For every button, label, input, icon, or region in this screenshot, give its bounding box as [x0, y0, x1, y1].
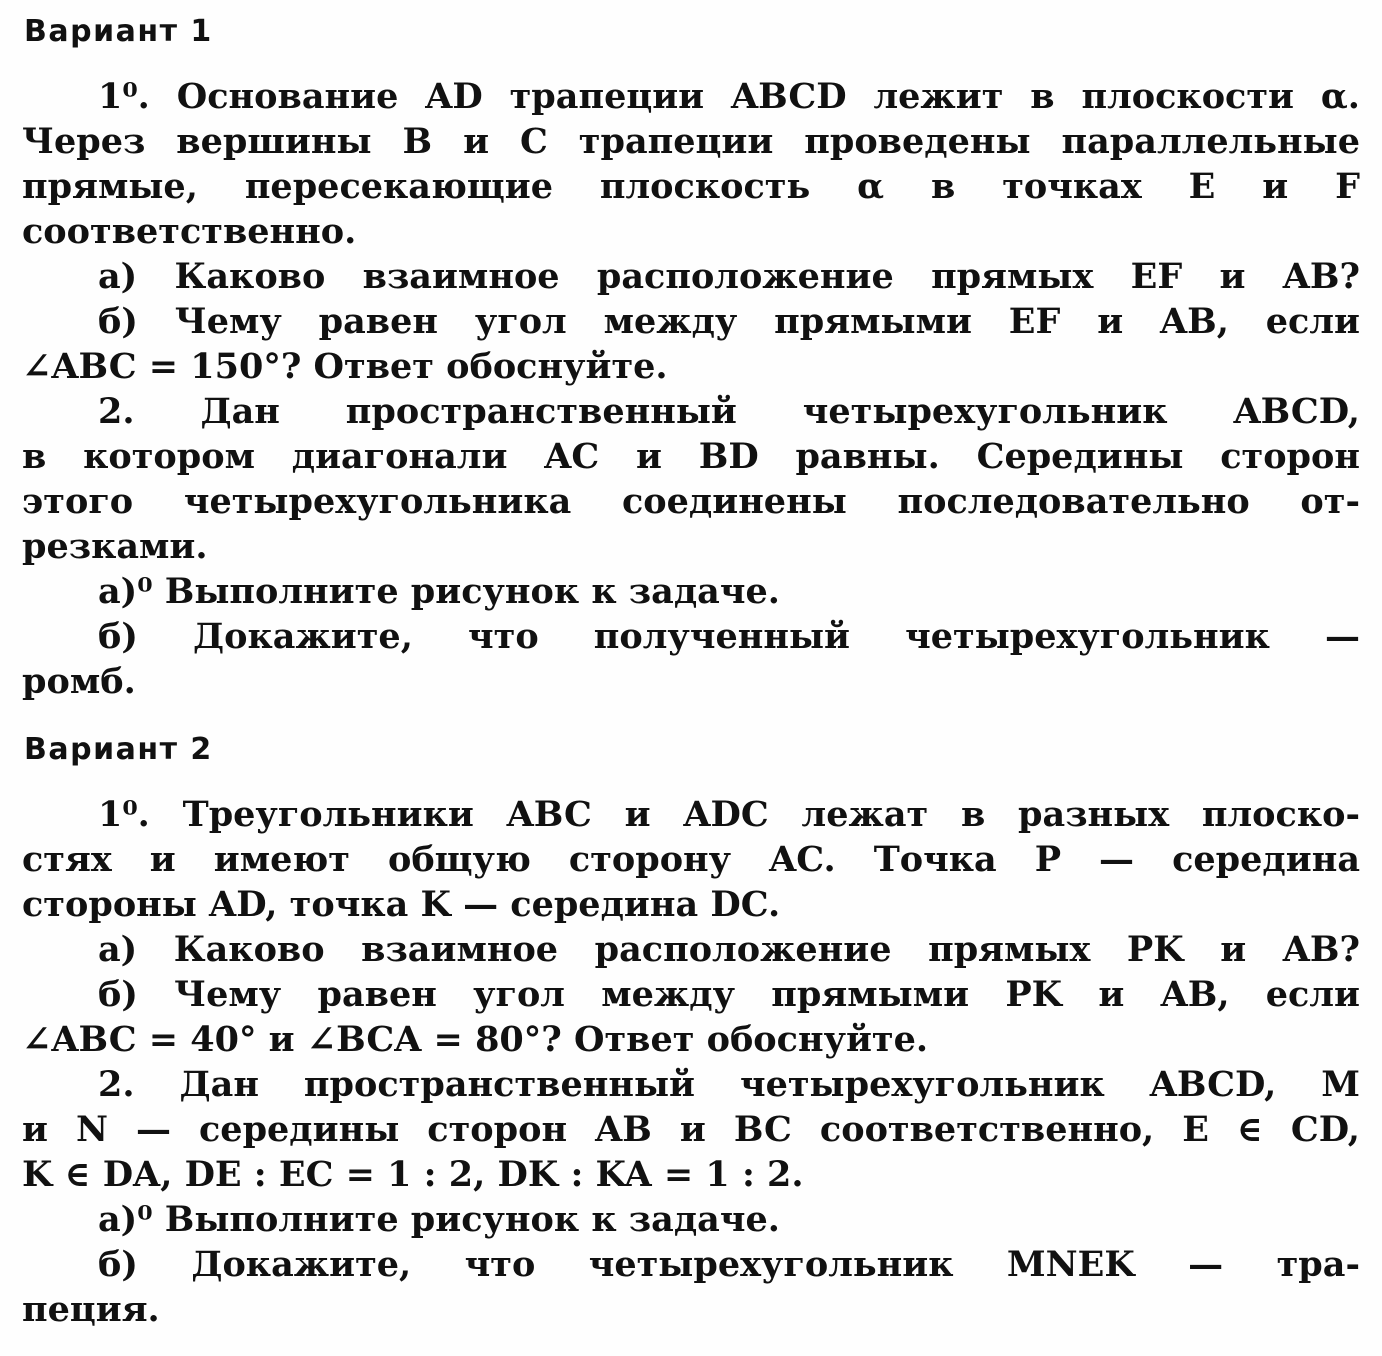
v2-task1-line-1: 1⁰. Треугольники ABC и ADC лежат в разных плоско- — [98, 794, 1360, 835]
v1-task2-line-1: 2. Дан пространственный четырехугольник ABCD, — [98, 391, 1360, 432]
v2-task2-question-a: а)⁰ Выполните рисунок к задаче. — [98, 1199, 780, 1240]
v2-task1-question-b-line-1: б) Чему равен угол между прямыми PK и AB, если — [98, 974, 1360, 1015]
v2-task2-question-b-line-2: пеция. — [22, 1289, 160, 1330]
v2-task1-line-3: стороны AD, точка K — середина DC. — [22, 884, 781, 925]
variant-1-heading: Вариант 1 — [24, 14, 213, 49]
v1-task1-question-b-line-2: ∠ABC = 150°? Ответ обоснуйте. — [22, 346, 668, 387]
v1-task1-line-2: Через вершины B и C трапеции проведены параллельные — [22, 121, 1360, 162]
variant-1-section — [22, 12, 1360, 704]
v2-task2-line-2: и N — середины сторон AB и BC соответственно, E ∈ CD, — [22, 1109, 1360, 1150]
v1-task2-line-3: этого четырехугольника соединены последовательно от- — [22, 481, 1360, 522]
variant-2-section — [22, 730, 1360, 1332]
v1-task2-line-4: резками. — [22, 526, 208, 567]
v1-task1-question-b-line-1: б) Чему равен угол между прямыми EF и AB, если — [98, 301, 1360, 342]
v2-task2-line-1: 2. Дан пространственный четырехугольник ABCD, M — [98, 1064, 1360, 1105]
v1-task1-line-3: прямые, пересекающие плоскость α в точках E и F — [22, 166, 1360, 207]
v2-task1-line-2: стях и имеют общую сторону AC. Точка P — середина — [22, 839, 1360, 880]
v2-task1-question-b-line-2: ∠ABC = 40° и ∠BCA = 80°? Ответ обоснуйте. — [22, 1019, 929, 1060]
v1-task2-question-a: а)⁰ Выполните рисунок к задаче. — [98, 571, 780, 612]
v2-task1-question-a: а) Каково взаимное расположение прямых PK и AB? — [98, 929, 1360, 970]
v1-task1-question-a: а) Каково взаимное расположение прямых EF и AB? — [98, 256, 1360, 297]
v2-task2-question-b-line-1: б) Докажите, что четырехугольник MNEK — тра- — [98, 1244, 1360, 1285]
v1-task2-question-b-line-2: ромб. — [22, 661, 136, 702]
variant-2-heading: Вариант 2 — [24, 732, 213, 767]
v1-task2-question-b-line-1: б) Докажите, что полученный четырехугольник — — [98, 616, 1360, 657]
v1-task1-line-1: 1⁰. Основание AD трапеции ABCD лежит в плоскости α. — [98, 76, 1360, 117]
v1-task1-line-4: соответственно. — [22, 211, 357, 252]
v1-task2-line-2: в котором диагонали AC и BD равны. Середины сторон — [22, 436, 1360, 477]
v2-task2-line-3: K ∈ DA, DE : EC = 1 : 2, DK : KA = 1 : 2. — [22, 1154, 804, 1195]
